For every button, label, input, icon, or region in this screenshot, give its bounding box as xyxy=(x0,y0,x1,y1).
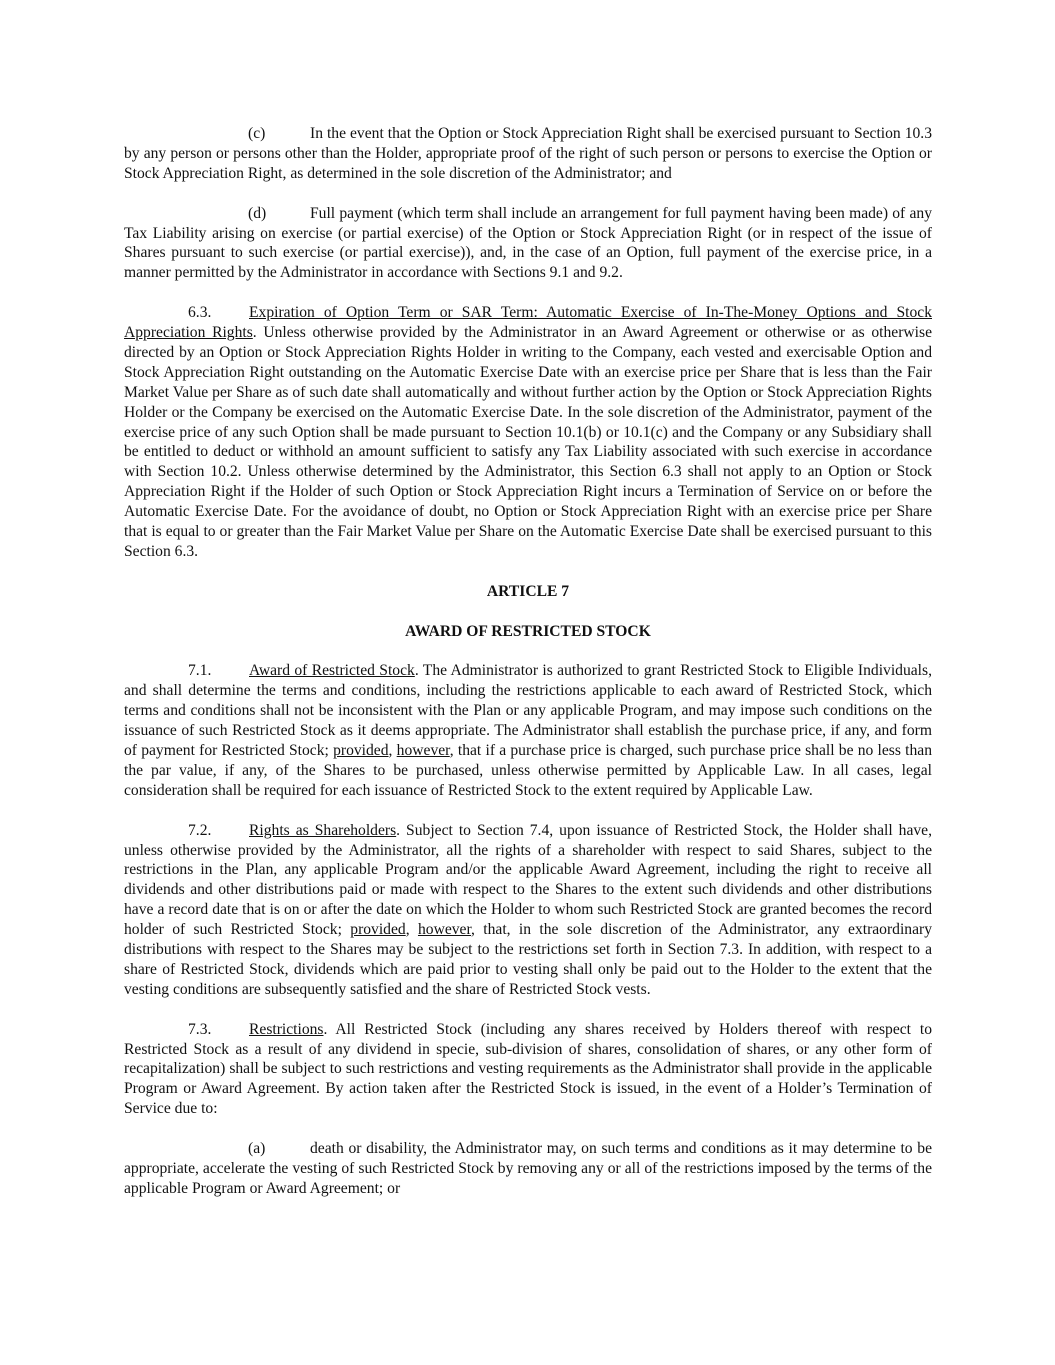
paragraph-text: Full payment (which term shall include an arrangement for full payment having been made) of any Tax Liability arising on exercise (or partial exercise) of the Option or Stock Appreciation Right (or in respect of the issue of Shares pursuant to such exercise (or partial exercise)), and, in the case of an Option, full payment of the exercise price, in a manner permitted by the Administrator in accordance with Sections 9.1 and 9.2. xyxy=(124,204,932,282)
section-title: Restrictions xyxy=(249,1020,324,1038)
section-7-1: 7.1. Award of Restricted Stock. The Administrator is authorized to grant Restricted Stock to Eligible Individuals, and shall determine the terms and conditions, including the restrictions applicable to each award of Restricted Stock, which terms and conditions shall not be inconsistent with the Plan or any applicable Program, and may impose such conditions on the issuance of such Restricted Stock as it deems appropriate. The Administrator shall establish the purchase price, if any, and form of payment for Restricted Stock; provided, however, that if a purchase price is charged, such purchase price shall be no less than the par value, if any, of the Shares to be purchased, unless otherwise permitted by Applicable Law. In all cases, legal consideration shall be required for each issuance of Restricted Stock to the extent required by Applicable Law. xyxy=(124,662,933,799)
paragraph-text: death or disability, the Administrator may, on such terms and conditions as it may determine to be appropriate, accelerate the vesting of such Restricted Stock by removing any or all of the restrictions imposed by the terms of the applicable Program or Award Agreement; or xyxy=(124,1140,932,1197)
section-body-continued: , that, in the sole discretion of the Administrator, any extraordinary distributions with respect to the Shares may be subject to the restrictions set forth in Section 7.3. In addition, with respect to a share of Restricted Stock, dividends which are paid prior to vesting shall only be paid out to the Holder to the extent that the vesting conditions are subsequently satisfied and the share of Restricted Stock vests. xyxy=(124,921,933,998)
paragraph-c xyxy=(124,124,932,184)
article-number: ARTICLE 7 xyxy=(486,582,570,600)
section-number: 7.3. xyxy=(188,1020,212,1038)
paragraph-a xyxy=(124,1139,932,1199)
section-body: . All Restricted Stock (including any shares received by Holders thereof with respect to Restricted Stock as a result of any dividend in specie, sub-division of shares, consolidation of shares, or any other form of recapitalization) shall be subject to such restrictions and vesting requirements as the Administrator shall provide in the applicable Program or Award Agreement. By action taken after the Restricted Stock is issued, in the event of a Holder’s Termination of Service due to: xyxy=(124,1020,932,1118)
paragraph-label: (a) xyxy=(248,1140,266,1158)
provided-term: provided xyxy=(333,742,389,760)
section-title: Rights as Shareholders xyxy=(249,821,397,839)
paragraph-label: (c) xyxy=(248,125,266,142)
section-body: . The Administrator is authorized to grant Restricted Stock to Eligible Individuals, and shall determine the terms and conditions, including the restrictions applicable to each award of Restricted Stock, which terms and conditions shall not be inconsistent with the Plan or any applicable Program, and may impose such conditions on the issuance of such Restricted Stock as it deems appropriate. The Administrator shall establish the purchase price, if any, and form of payment for Restricted Stock; xyxy=(124,662,932,760)
section-number: 6.3. xyxy=(188,304,212,322)
section-7-2: 7.2. Rights as Shareholders. Subject to Section 7.4, upon issuance of Restricted Stock, the Holder shall have, unless otherwise provided by the Administrator, all the rights of a shareholder with respect to said Shares, subject to the restrictions in the Plan, any applicable Program and/or the applicable Award Agreement, including the right to receive all dividends and other distributions paid or made with respect to the Shares to the extent such dividends and other distributions have a record date that is on or after the date on which the Holder to whom such Restricted Stock are granted becomes the record holder of such Restricted Stock; provided, however, that, in the sole discretion of the Administrator, any extraordinary distributions with respect to the Shares may be subject to the restrictions set forth in Section 7.3. In addition, with respect to a share of Restricted Stock, dividends which are paid prior to vesting shall only be paid out to the Holder to the extent that the vesting conditions are subsequently satisfied and the share of Restricted Stock vests. xyxy=(124,821,933,998)
section-body-continued: , that if a purchase price is charged, such purchase price shall be no less than the par value, if any, of the Shares to be purchased, unless otherwise permitted by Applicable Law. In all cases, legal consideration shall be required for each issuance of Restricted Stock to the extent required by Applicable Law. xyxy=(124,742,933,799)
section-6-3 xyxy=(124,303,932,562)
however-term: however xyxy=(396,742,450,760)
section-body: . Subject to Section 7.4, upon issuance of Restricted Stock, the Holder shall have, unless otherwise provided by the Administrator, all the rights of a shareholder with respect to said Shares, subject to the restrictions in the Plan, any applicable Program and/or the applicable Award Agreement, including the right to receive all dividends and other distributions paid or made with respect to the Shares to the extent such dividends and other distributions have a record date that is on or after the date on which the Holder to whom such Restricted Stock are granted becomes the record holder of such Restricted Stock; xyxy=(124,821,932,939)
paragraph-d xyxy=(124,204,932,284)
article-title: AWARD OF RESTRICTED STOCK xyxy=(405,622,651,640)
provided-term: provided xyxy=(350,921,406,939)
however-term: however xyxy=(417,921,472,939)
section-number: 7.1. xyxy=(188,662,212,680)
section-title: Award of Restricted Stock xyxy=(249,662,415,680)
paragraph-label: (d) xyxy=(248,204,267,222)
section-title: Expiration of Option Term or SAR Term: Automatic Exercise of In-The-Money Options and Stock Appreciation Rights xyxy=(124,304,932,342)
section-number: 7.2. xyxy=(188,821,212,839)
paragraph-text: In the event that the Option or Stock Appreciation Right shall be exercised pursuant to Section 10.3 by any person or persons other than the Holder, appropriate proof of the right of such person or persons to exercise the Option or Stock Appreciation Right, as determined in the sole discretion of the Administrator; and xyxy=(124,125,932,182)
section-body: . Unless otherwise provided by the Administrator in an Award Agreement or otherwise or as otherwise directed by an Option or Stock Appreciation Rights Holder in writing to the Company, each vested and exercisable Option and Stock Appreciation Right outstanding on the Automatic Exercise Date with an exercise price per Share that is less than the Fair Market Value per Share as of such date shall automatically and without further action by the Option or Stock Appreciation Rights Holder or the Company be exercised on the Automatic Exercise Date. In the sole discretion of the Administrator, payment of the exercise price of any such Option shall be made pursuant to Section 10.1(b) or 10.1(c) and the Company or any Subsidiary shall be entitled to deduct or withhold an amount sufficient to satisfy any Tax Liability associated with such exercise in accordance with Section 10.2. Unless otherwise determined by the Administrator, this Section 6.3 shall not apply to an Option or Stock Appreciation Right if the Holder of such Option or Stock Appreciation Right incurs a Termination of Service on or before the Automatic Exercise Date. For the avoidance of doubt, no Option or Stock Appreciation Right with an exercise price per Share that is equal to or greater than the Fair Market Value per Share on the Automatic Exercise Date shall be exercised pursuant to this Section 6.3. xyxy=(124,324,932,560)
document-page xyxy=(124,124,932,1219)
section-7-3 xyxy=(124,1020,932,1120)
